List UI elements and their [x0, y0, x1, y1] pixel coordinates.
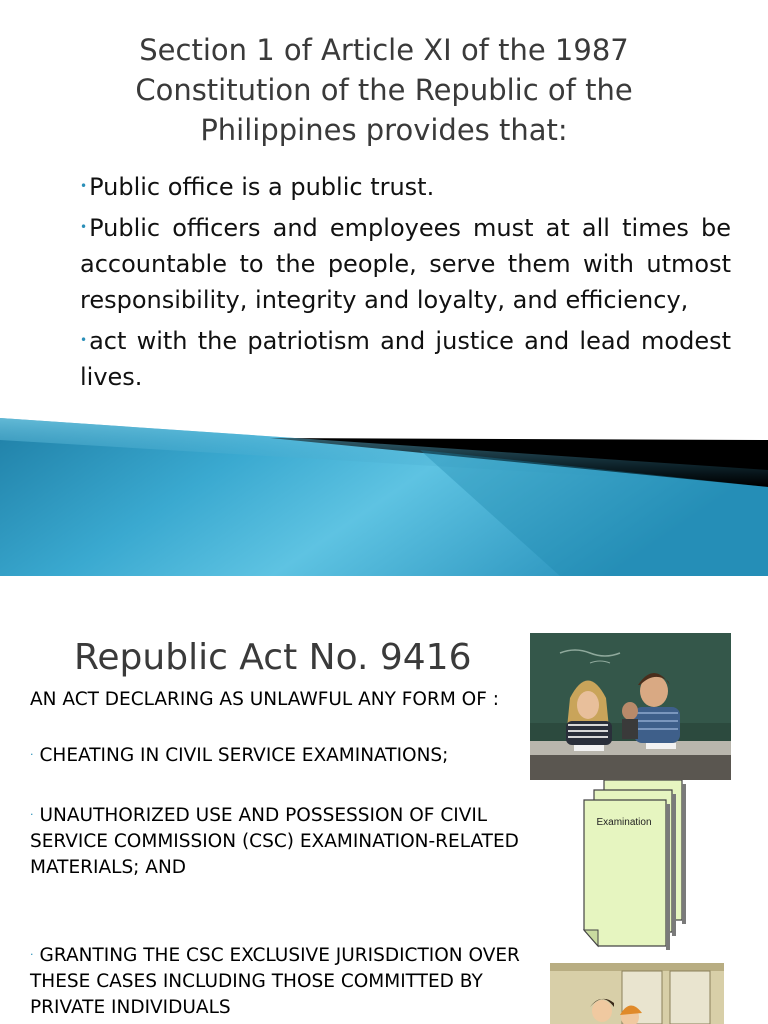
- slide-2-title: Republic Act No. 9416: [74, 637, 472, 678]
- slide-1-title-line: Constitution of the Republic of the: [135, 73, 633, 107]
- list-item-text: UNAUTHORIZED USE AND POSSESSION OF CIVIL SERVICE COMMISSION (CSC) EXAMINATION-RELATED MATERIALS; AND: [30, 805, 519, 878]
- act-intro-text: AN ACT DECLARING AS UNLAWFUL ANY FORM OF :: [30, 689, 499, 710]
- bullet-dot-icon: ·: [30, 748, 34, 761]
- slide-1-title-line: Section 1 of Article XI of the 1987: [139, 33, 629, 67]
- bullet-text: Public officers and employees must at all times be accountable to the people, serve them with utmost responsibility, integrity and loyalty, and efficiency,: [80, 214, 731, 314]
- slide-gap: [0, 576, 768, 616]
- list-item-text: GRANTING THE CSC EXCLUSIVE JURISDICTION OVER THESE CASES INCLUDING THOSE COMMITTED BY PRIVATE INDIVIDUALS: [30, 945, 520, 1018]
- list-item: [30, 942, 522, 1021]
- examination-label: Examination: [596, 817, 652, 828]
- students-exam-photo: [530, 633, 731, 780]
- list-item-text: CHEATING IN CIVIL SERVICE EXAMINATIONS;: [39, 745, 449, 766]
- bullet-dot-icon: •: [80, 179, 88, 193]
- list-item: [30, 802, 522, 881]
- list-item: [30, 742, 522, 769]
- slide-2: [0, 616, 768, 1024]
- bullet-dot-icon: ·: [30, 808, 34, 821]
- bullet-dot-icon: ·: [30, 948, 34, 961]
- bullet-text: Public office is a public trust.: [89, 173, 435, 201]
- examination-papers-icon: [580, 780, 690, 956]
- bullet-text: act with the patriotism and justice and lead modest lives.: [80, 327, 731, 391]
- bullet-dot-icon: •: [80, 220, 88, 234]
- office-illustration: [550, 963, 724, 1024]
- slide-1-title-line: Philippines provides that:: [200, 113, 568, 147]
- bullet-dot-icon: •: [80, 333, 88, 347]
